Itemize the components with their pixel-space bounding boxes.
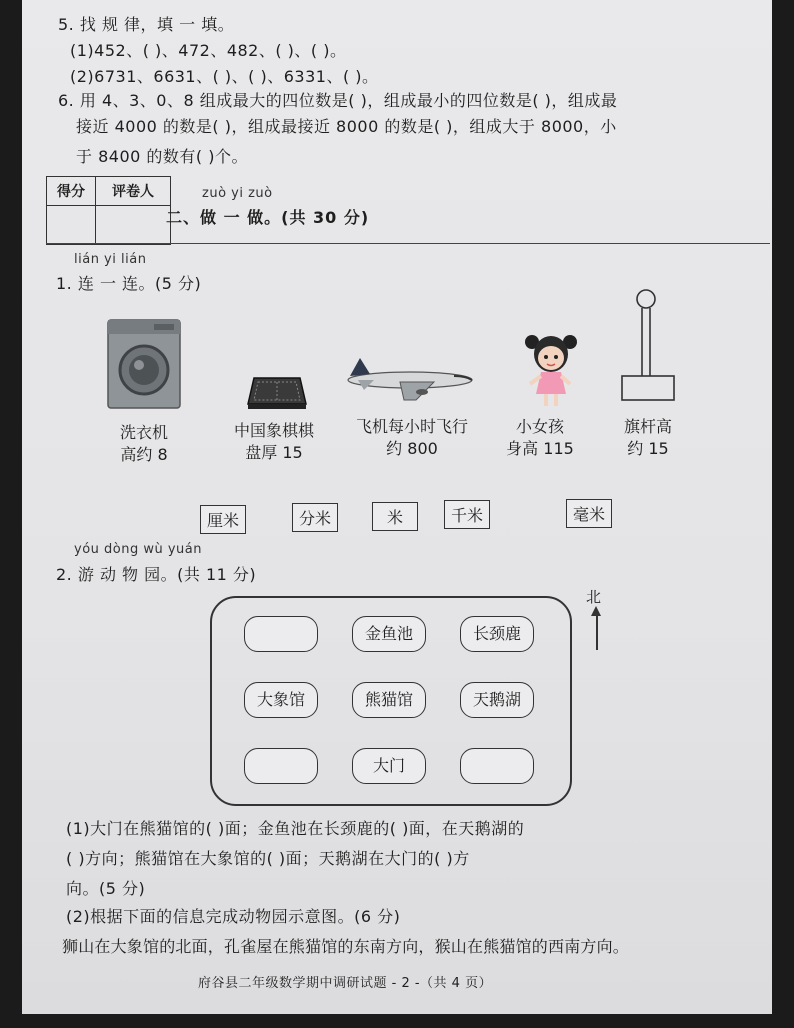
page-footer: 府谷县二年级数学期中调研试题 - 2 -（共 4 页）	[198, 976, 493, 991]
unit-km[interactable]: 千米	[444, 500, 490, 529]
zone-swan-lake: 天鹅湖	[460, 682, 534, 718]
airplane-icon	[338, 356, 478, 402]
unit-mm[interactable]: 毫米	[566, 499, 612, 528]
item-airplane: 飞机每小时飞行 约 800	[355, 417, 468, 458]
section2-title: 二、做 一 做。(共 30 分)	[166, 208, 370, 227]
q6-line2: 接近 4000 的数是( )，组成最接近 8000 的数是( )，组成大于 8000，小	[76, 117, 617, 136]
grader-header: 评卷人	[96, 177, 171, 206]
p2-q2: (2)根据下面的信息完成动物园示意图。(6 分)	[66, 907, 401, 926]
score-table	[46, 176, 171, 245]
zone-goldfish-pond: 金鱼池	[352, 616, 426, 652]
exam-page	[22, 0, 772, 1014]
zone-giraffe: 长颈鹿	[460, 616, 534, 652]
p2-q1-line1: (1)大门在熊猫馆的( )面；金鱼池在长颈鹿的( )面，在天鹅湖的	[66, 819, 525, 838]
p2-q2-info: 狮山在大象馆的北面，孔雀屋在熊猫馆的东南方向，猴山在熊猫馆的西南方向。	[62, 937, 630, 956]
p1-pinyin: lián yi lián	[74, 252, 147, 267]
zone-blank-bottom-left[interactable]	[244, 748, 318, 784]
chess-board-icon	[246, 376, 308, 410]
p1-title: 1. 连 一 连。(5 分)	[56, 274, 202, 293]
section2-pinyin: zuò yi zuò	[202, 186, 273, 201]
washing-machine-icon	[106, 318, 182, 410]
p2-pinyin: yóu dòng wù yuán	[74, 542, 202, 557]
zone-elephant-house: 大象馆	[244, 682, 318, 718]
q5-title: 5. 找 规 律，填 一 填。	[58, 15, 235, 34]
q6-line3: 于 8400 的数有( )个。	[76, 147, 248, 166]
section-divider	[46, 243, 770, 244]
zone-blank-top-left[interactable]	[244, 616, 318, 652]
north-label: 北	[586, 588, 602, 606]
item-chessboard: 中国象棋棋 盘厚 15	[233, 421, 314, 462]
north-arrow-shaft	[596, 612, 598, 650]
p2-q1-line2: ( )方向；熊猫馆在大象馆的( )面；天鹅湖在大门的( )方	[66, 849, 470, 868]
item-girl: 小女孩 身高 115	[506, 417, 574, 458]
q6-line1: 6. 用 4、3、0、8 组成最大的四位数是( )，组成最小的四位数是( )，组成最	[58, 91, 618, 110]
score-cell	[47, 206, 96, 245]
flagpole-icon	[620, 288, 680, 406]
girl-icon	[522, 330, 580, 408]
zoo-map	[210, 596, 572, 806]
item-flagpole: 旗杆高 约 15	[623, 417, 672, 458]
zone-main-gate: 大门	[352, 748, 426, 784]
p2-q1-line3: 向。(5 分)	[66, 879, 146, 898]
p2-title: 2. 游 动 物 园。(共 11 分)	[56, 565, 257, 584]
q5-line2: (2)6731、6631、( )、( )、6331、( )。	[70, 67, 379, 86]
zone-blank-bottom-right[interactable]	[460, 748, 534, 784]
grader-cell	[96, 206, 171, 245]
unit-cm[interactable]: 厘米	[200, 505, 246, 534]
zone-panda-house: 熊猫馆	[352, 682, 426, 718]
item-washer: 洗衣机 高约 8	[119, 423, 168, 464]
q5-line1: (1)452、( )、472、482、( )、( )。	[70, 41, 347, 60]
score-header: 得分	[47, 177, 96, 206]
unit-m[interactable]: 米	[372, 502, 418, 531]
unit-dm[interactable]: 分米	[292, 503, 338, 532]
